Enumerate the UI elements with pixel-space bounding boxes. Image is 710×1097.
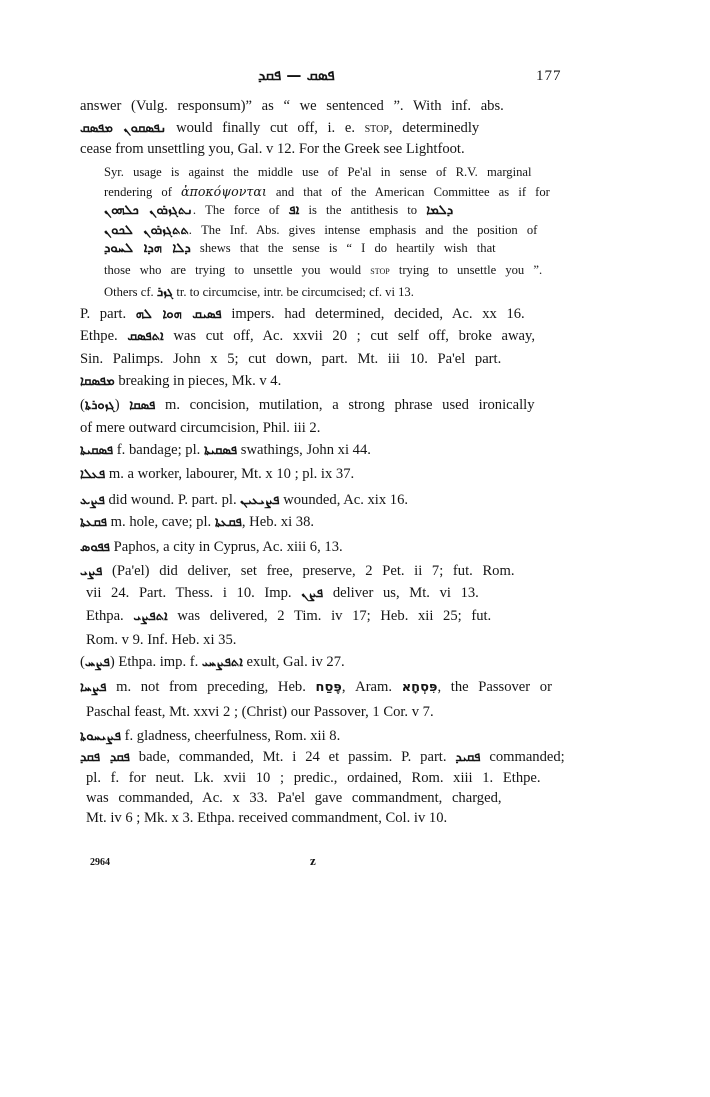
entry-line — [86, 808, 447, 828]
entry-line — [80, 537, 343, 558]
text-run: , a strong phrase used ironically — [318, 397, 535, 413]
text-run: ; pl. — [177, 442, 204, 458]
text-run: , 1 Cor. v 7. — [365, 704, 434, 720]
syriac-word: ܦܦܘܣ — [80, 540, 110, 555]
text-run: rendering of — [104, 185, 182, 199]
text-run: , Ac. xix 16. — [336, 492, 409, 508]
text-run — [323, 585, 333, 601]
syriac-word: ܓܙܪ — [156, 285, 174, 300]
entry-line — [80, 726, 340, 747]
text-run: m. — [105, 466, 128, 482]
entry-line — [80, 440, 371, 461]
entry-line — [86, 702, 434, 722]
text-run: , determinedly — [388, 120, 480, 136]
entry-line — [80, 139, 465, 159]
syriac-word: ܦܩܥܬܐ — [80, 515, 108, 530]
entry-line — [80, 118, 479, 139]
text-run: Ethpe. — [80, 328, 128, 344]
text-run: m. — [107, 514, 130, 530]
italic-gloss: would finally cut off — [176, 120, 315, 136]
text-run: Sin. Palimps. John x 5; — [80, 351, 249, 367]
text-run: . The force of — [192, 203, 289, 217]
syriac-word: ܦܩܕ ܦܩܕ — [80, 750, 130, 765]
italic-gloss: was delivered — [177, 608, 264, 624]
running-headword-range: ܦܣܩ — ܦܩܕ — [258, 66, 335, 84]
italic-gloss: did deliver, set free, preserve — [159, 563, 352, 579]
syriac-word: ܦܥܠܐ — [80, 467, 106, 482]
entry-line — [80, 326, 535, 347]
text-run: , Ac. xx 16. — [439, 306, 525, 322]
text-run: , Mt. x 10 ; pl. ix 37. — [233, 466, 355, 482]
hebrew-word: פִּסְחָא — [401, 680, 438, 695]
text-run: . The Inf. Abs. gives intense emphasis and the position of — [188, 223, 538, 237]
text-run: (Pa'el) — [102, 563, 160, 579]
text-run: , — [497, 790, 502, 806]
text-run — [130, 749, 139, 765]
text-run: answer (Vulg. responsum)” as “ we sentenced ”. With inf. abs. — [80, 98, 504, 114]
entry-line — [80, 677, 552, 698]
italic-gloss: gave commandment, charged — [314, 790, 498, 806]
syriac-word: ܕܠܡܐ — [426, 203, 454, 218]
entry-line — [80, 349, 501, 369]
text-run: , 2 Tim. iv 17; Heb. xii 25; fut. — [264, 608, 492, 624]
syriac-word: ܐܦ — [288, 203, 300, 218]
entry-line — [80, 371, 281, 392]
text-run: Mt. iv 6 ; Mk. x 3. Ethpa. — [86, 810, 239, 826]
syriac-word: ܢܦܣܩܘܢ ܡܦܣܩ — [80, 121, 167, 136]
entry-line — [80, 747, 565, 768]
text-run: shews that the sense is “ I do heartily wish that — [190, 241, 496, 255]
entry-line — [80, 652, 345, 673]
syriac-word: ܦܨܝܚܘܬܐ — [80, 729, 121, 744]
text-run: , Rom. xii 8. — [267, 728, 341, 744]
text-run: pl. f. for neut. Lk. xvii 10 ; predic., — [86, 770, 348, 786]
syriac-word: ܐܬܦܨܚܝ — [201, 655, 243, 670]
italic-gloss: bade, commanded — [138, 749, 251, 765]
italic-gloss: a worker, labourer — [127, 466, 234, 482]
text-run: , Mk. v 4. — [224, 373, 282, 389]
entry-line — [80, 418, 320, 438]
text-run: ( — [80, 654, 85, 670]
text-run: is the antithesis to — [299, 203, 427, 217]
italic-gloss: cut down — [248, 351, 309, 367]
entry-line — [80, 512, 314, 533]
syriac-word: ܦܣܩܝܬܐ — [80, 443, 114, 458]
text-run: , — [437, 679, 451, 695]
italic-gloss: swathings — [240, 442, 300, 458]
italic-gloss: Paschal feast — [86, 704, 162, 720]
text-run: ( — [80, 397, 85, 413]
text-run: , — [531, 328, 535, 344]
text-run: Others cf. — [104, 285, 157, 299]
syriac-word: ܐܬܦܨܝ — [133, 609, 168, 624]
syriac-word: ܐܬܦܣܩ — [127, 329, 164, 344]
text-run — [164, 328, 174, 344]
syriac-word: ܦܨܝ — [80, 564, 103, 579]
text-run: Ethpa. — [86, 608, 134, 624]
text-run: , Aram. — [341, 679, 402, 695]
italic-gloss: breaking in pieces — [118, 373, 225, 389]
italic-gloss: our Passover — [290, 704, 366, 720]
syriac-usage-note-line — [104, 183, 550, 201]
text-run: ; cf. vi 13. — [362, 285, 414, 299]
entry-line — [80, 490, 408, 511]
text-run — [168, 608, 178, 624]
text-run: , i. e. — [314, 120, 365, 136]
italic-gloss: exult — [246, 654, 276, 670]
italic-gloss: be circumcised — [286, 285, 363, 299]
text-run: cease from unsettling you, Gal. v 12. For the — [80, 141, 345, 157]
text-run: see Lightfoot. — [379, 141, 465, 157]
text-run: and that of the American Committee as if for — [266, 185, 550, 199]
syriac-word: ܦܣܩܐ — [129, 398, 156, 413]
syriac-word: ܦܣܩܝܬܐ — [203, 443, 238, 458]
text-run: , part. Mt. iii 10. Pa'el part. — [308, 351, 502, 367]
text-run: tr. — [173, 285, 190, 299]
italic-gloss: had determined, decided — [284, 306, 440, 322]
italic-gloss: Paphos — [113, 539, 156, 555]
text-run: or — [530, 679, 552, 695]
syriac-word: ܦܨܝܥܝܢ — [240, 493, 280, 508]
syriac-word: ܓܙܘܪܬܐ — [84, 398, 115, 413]
text-run: , 2 Pet. ii 7; fut. Rom. — [351, 563, 515, 579]
text-run: vii 24. Part. Thess. i 10. Imp. — [86, 585, 302, 601]
syriac-usage-note-line — [104, 221, 537, 240]
text-run: f. — [113, 442, 129, 458]
text-run: . P. part. pl. — [170, 492, 241, 508]
text-run: of mere outward circumcision, Phil. iii 2. — [80, 420, 321, 436]
italic-gloss: received commandment — [238, 810, 379, 826]
text-run: , a city in Cyprus, Ac. xiii 6, 13. — [155, 539, 343, 555]
text-run: , Gal. iv 27. — [275, 654, 345, 670]
small-caps-word: stop — [364, 121, 389, 136]
text-run: , Heb. xi 38. — [241, 514, 315, 530]
syriac-usage-note-line — [104, 283, 414, 302]
syriac-usage-note-line — [104, 239, 496, 258]
text-run: , Mt. i 24 et passim. P. part. — [250, 749, 456, 765]
syriac-word: ܕܠܐ ܗܕܐ ܠܚܘܕ — [104, 241, 191, 256]
italic-gloss: was cut off — [173, 328, 250, 344]
italic-gloss: the Passover — [450, 679, 531, 695]
hebrew-word: פֶּסַח — [315, 680, 342, 695]
print-code: 2964 — [90, 857, 110, 868]
entry-line — [86, 768, 541, 788]
italic-gloss: gladness, cheerfulness — [136, 728, 268, 744]
entry-line — [86, 788, 502, 808]
text-run: trying to unsettle you ”. — [389, 263, 543, 277]
syriac-usage-note-line — [104, 163, 531, 181]
italic-gloss: cut self off, broke away — [370, 328, 532, 344]
italic-gloss: did wound — [108, 492, 171, 508]
text-run: m. — [155, 397, 190, 413]
text-run: , Mt. vi 13. — [395, 585, 479, 601]
entry-line — [86, 630, 236, 650]
italic-gloss: hole, cave — [129, 514, 189, 530]
italic-gloss: wounded — [283, 492, 337, 508]
text-run: ; pl. — [188, 514, 215, 530]
text-run: , Rom. xiii 1. Ethpe. — [398, 770, 541, 786]
italic-gloss: to circumcise — [189, 285, 258, 299]
syriac-word: ܦܣܝܩ ܗܘܐ ܠܗ — [135, 307, 222, 322]
greek-word: ἀποκόψονται — [181, 184, 267, 199]
small-caps-word: stop — [370, 263, 390, 277]
text-run: Syr. usage is against the middle use of Pe'al in sense of R.V. marginal — [104, 165, 532, 179]
syriac-word: ܦܩܥܬܐ — [214, 515, 242, 530]
entry-line — [80, 561, 514, 582]
italic-gloss: Greek — [344, 141, 380, 157]
syriac-word: ܦܨܥ — [80, 493, 105, 508]
syriac-word: ܬܬܓܙܪܘܢ ܠܟܘܢ — [104, 223, 189, 238]
text-run: ) — [114, 397, 130, 413]
text-run: those who are trying to unsettle you would — [104, 263, 371, 277]
entry-line — [80, 304, 525, 325]
syriac-usage-note-line — [104, 201, 453, 220]
syriac-word: ܡܦܣܩܐ — [80, 374, 115, 389]
syriac-word: ܦܨܢ — [301, 586, 324, 601]
italic-gloss: commanded — [489, 749, 561, 765]
text-run: , intr. — [257, 285, 287, 299]
text-run: , John xi 44. — [299, 442, 371, 458]
entry-line — [80, 464, 354, 485]
text-run: f. — [120, 728, 137, 744]
text-run: Rom. v 9. Inf. Heb. xi 35. — [86, 632, 237, 648]
page-number: 177 — [536, 68, 562, 84]
entry-line — [86, 583, 479, 604]
entry-line — [80, 96, 504, 116]
text-run: ; — [560, 749, 565, 765]
syriac-word: ܢܬܓܙܪܘܢ ܟܠܗܘܢ — [104, 203, 193, 218]
text-run — [480, 749, 489, 765]
syriac-word: ܦܨܚ — [84, 655, 110, 670]
text-run: impers. — [221, 306, 285, 322]
text-run: m. not from preceding, Heb. — [106, 679, 316, 695]
text-run: P. part. — [80, 306, 136, 322]
syriac-usage-note-line — [104, 261, 542, 279]
italic-gloss: deliver us — [332, 585, 396, 601]
syriac-word: ܦܨܚܐ — [80, 680, 107, 695]
signature-mark: z — [310, 853, 316, 868]
entry-line — [86, 606, 491, 627]
text-run — [166, 120, 176, 136]
syriac-word: ܦܩܝܕ — [455, 750, 481, 765]
text-run: , Ac. xxvii 20 ; — [249, 328, 371, 344]
entry-line — [80, 395, 535, 416]
italic-gloss: bandage — [128, 442, 178, 458]
italic-gloss: concision, mutilation — [189, 397, 319, 413]
italic-gloss: ordained — [347, 770, 399, 786]
text-run: , Col. iv 10. — [378, 810, 448, 826]
italic-gloss: was commanded — [86, 790, 190, 806]
text-run: , Mt. xxvi 2 ; (Christ) — [161, 704, 291, 720]
text-run: ) Ethpa. imp. f. — [109, 654, 202, 670]
text-run: , Ac. x 33. Pa'el — [189, 790, 315, 806]
